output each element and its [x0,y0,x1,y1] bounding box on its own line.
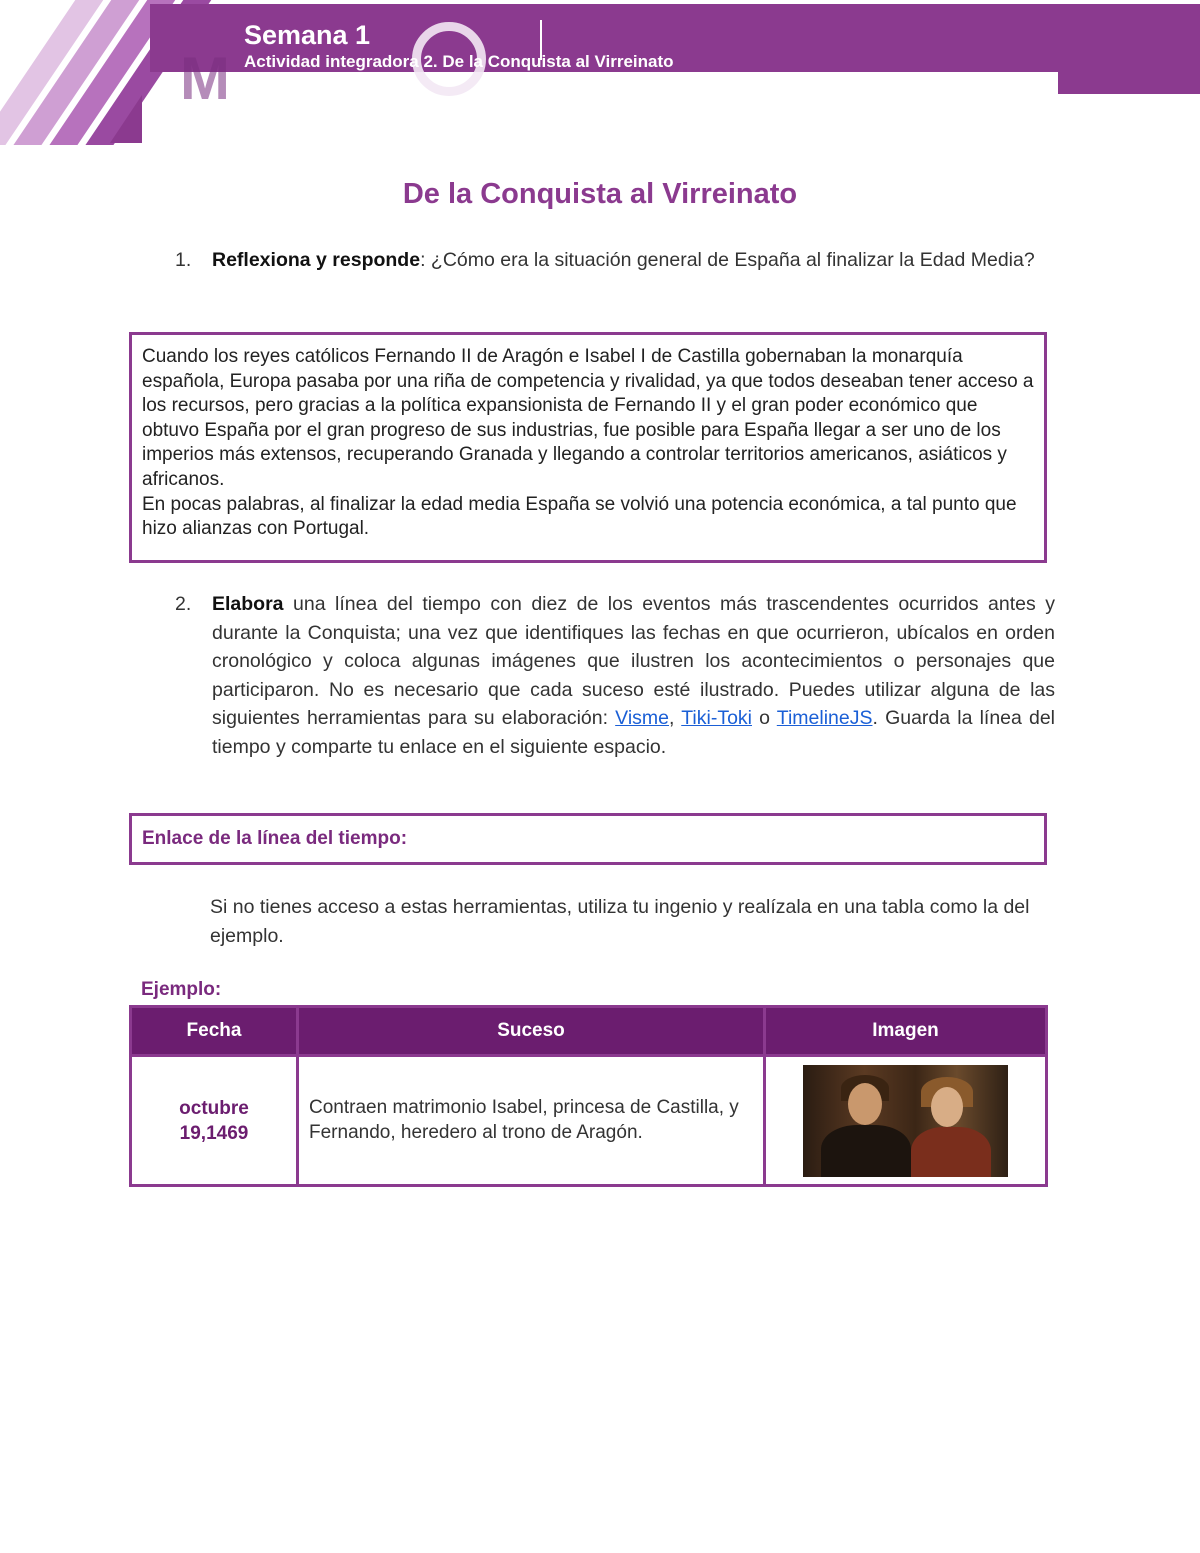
header-banner [0,0,1200,145]
separator-text: , [669,707,682,730]
question-number: 1. [175,249,192,271]
question-body: una línea del tiempo con diez de los eventos más trascendentes ocurridos antes y durante la Conquista; una vez que identifiques las fechas en que ocurrieron, ubícalos en orden cronológico y coloca algunas imágenes que ilustren los acontecimientos o personajes que participaron. No es necesario que cada suceso esté ilustrado. Puedes utilizar alguna de las siguientes herramientas para su elaboración: [212,593,1055,730]
column-header-event: Suceso [298,1007,765,1056]
answer-paragraph-1: Cuando los reyes católicos Fernando II de Aragón e Isabel I de Castilla gobernaban la monarquía española, Europa pasaba por una riña de competencia y rivalidad, ya que todos deseaban tener acceso a los recursos, pero gracias a la política expansionista de Fernando II y el gran poder económico que obtuvo España por el gran progreso de sus industrias, fue posible para España llegar a ser uno de los imperios más extensos, recuperando Granada y llegando a controlar territorios americanos, asiáticos y africanos. [142,346,1034,490]
question-text [212,246,1055,275]
painting-face [848,1083,882,1125]
separator-text: o [752,707,777,730]
question-1 [175,246,1055,275]
logo-watermark-letter: M [180,45,230,112]
example-label: Ejemplo: [141,979,222,1000]
table-row [131,1056,1047,1186]
question-text [212,590,1055,762]
page-title: De la Conquista al Virreinato [402,178,798,210]
column-header-date: Fecha [131,1007,298,1056]
question-body-end: . Guarda la línea del tiempo y comparte tu enlace en el siguiente espacio. [212,707,1056,758]
painting-figure [821,1125,911,1177]
table-header-row [131,1007,1047,1056]
question-number: 2. [175,593,192,615]
date-cell [131,1056,298,1186]
instruction-note: Si no tienes acceso a estas herramientas, utiliza tu ingenio y realízala en una tabla como la del ejemplo. [210,896,1030,947]
decorative-triangle [110,95,142,143]
timeline-link-label: Enlace de la línea del tiempo: [142,828,408,849]
header-band-extension [1058,72,1200,94]
answer-paragraph-2: En pocas palabras, al finalizar la edad media España se volvió una potencia económica, a tal punto que hizo alianzas con Portugal. [142,493,1017,540]
example-table [129,1005,1048,1187]
date-day-year: 19,1469 [179,1122,249,1144]
portrait-painting-image [803,1065,1008,1177]
question-bold-lead: Elabora [212,593,284,615]
week-title: Semana 1 [244,20,371,50]
question-body: : ¿Cómo era la situación general de España al finalizar la Edad Media? [420,249,1035,271]
question-bold-lead: Reflexiona y responde [212,249,421,271]
activity-subtitle: Actividad integradora 2. De la Conquista al Virreinato [244,52,674,71]
image-cell [765,1056,1047,1186]
link-visme[interactable]: Visme [615,707,669,730]
answer-box[interactable] [129,332,1047,563]
column-header-image: Imagen [765,1007,1047,1056]
painting-figure [911,1127,991,1177]
event-cell: Contraen matrimonio Isabel, princesa de Castilla, y Fernando, heredero al trono de Aragón. [298,1056,765,1186]
date-month: octubre [179,1097,249,1119]
timeline-link-field[interactable] [129,813,1047,865]
link-tiki-toki[interactable]: Tiki-Toki [681,707,752,730]
painting-face [931,1087,963,1127]
link-timelinejs[interactable]: TimelineJS [776,707,873,730]
question-2 [175,590,1055,762]
